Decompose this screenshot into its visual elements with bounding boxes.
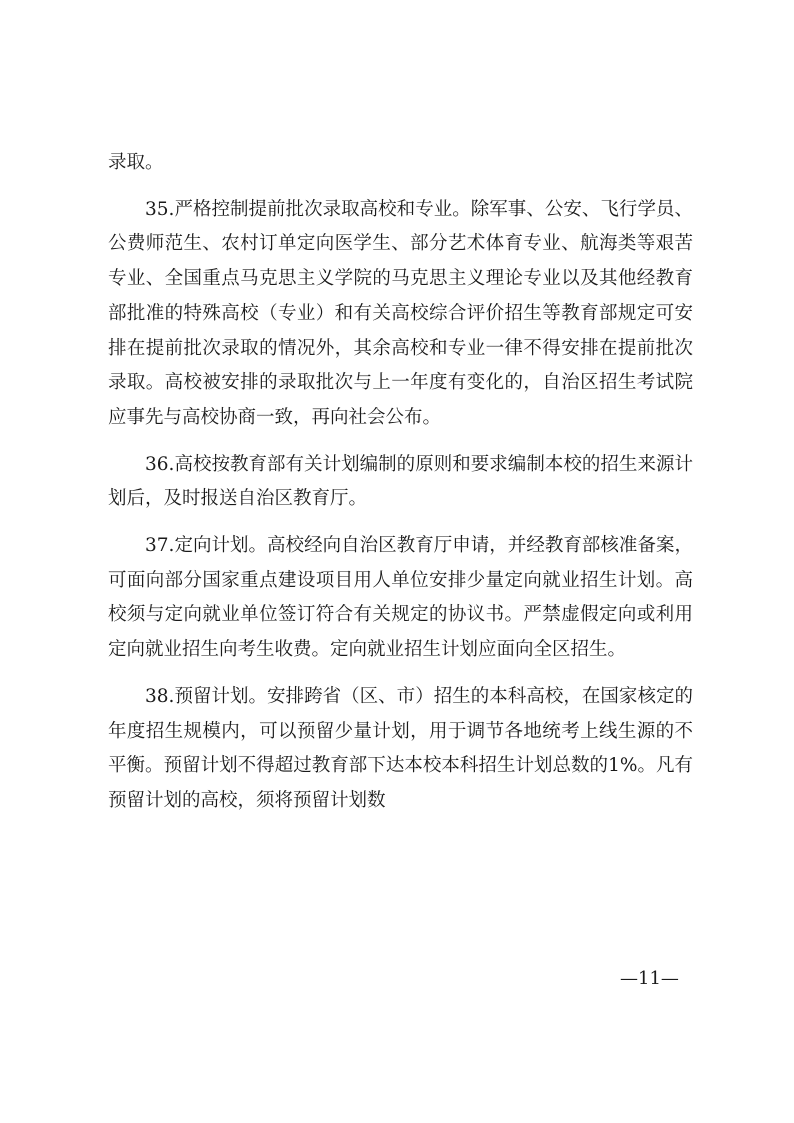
document-body bbox=[108, 146, 693, 819]
paragraph-gap bbox=[108, 436, 693, 448]
paragraph-gap bbox=[108, 517, 693, 529]
paragraph-continuation: 录取。 bbox=[108, 152, 164, 173]
paragraph-37: 37.定向计划。高校经向自治区教育厅申请，并经教育部核准备案，可面向部分国家重点建设项目用人单位安排少量定向就业招生计划。高校须与定向就业单位签订符合有关规定的协议书。严禁虚假定向或利用定向就业招生向考生收费。定向就业招生计划应面向全区招生。 bbox=[108, 535, 693, 661]
paragraph-36: 36.高校按教育部有关计划编制的原则和要求编制本校的招生来源计划后，及时报送自治区教育厅。 bbox=[108, 453, 693, 510]
paragraph-gap bbox=[108, 181, 693, 193]
paragraph-gap bbox=[108, 668, 693, 680]
paragraph-35: 35.严格控制提前批次录取高校和专业。除军事、公安、飞行学员、公费师范生、农村订单定向医学生、部分艺术体育专业、航海类等艰苦专业、全国重点马克思主义学院的马克思主义理论专业以及其他经教育部批准的特殊高校（专业）和有关高校综合评价招生等教育部规定可安排在提前批次录取的情况外，其余高校和专业一律不得安排在提前批次录取。高校被安排的录取批次与上一年度有变化的，自治区招生考试院应事先与高校协商一致，再向社会公布。 bbox=[108, 198, 693, 428]
page-number: —11— bbox=[620, 968, 679, 989]
paragraph-38: 38.预留计划。安排跨省（区、市）招生的本科高校，在国家核定的年度招生规模内，可以预留少量计划，用于调节各地统考上线生源的不平衡。预留计划不得超过教育部下达本校本科招生计划总数的1%。凡有预留计划的高校，须将预留计划数 bbox=[108, 685, 693, 811]
